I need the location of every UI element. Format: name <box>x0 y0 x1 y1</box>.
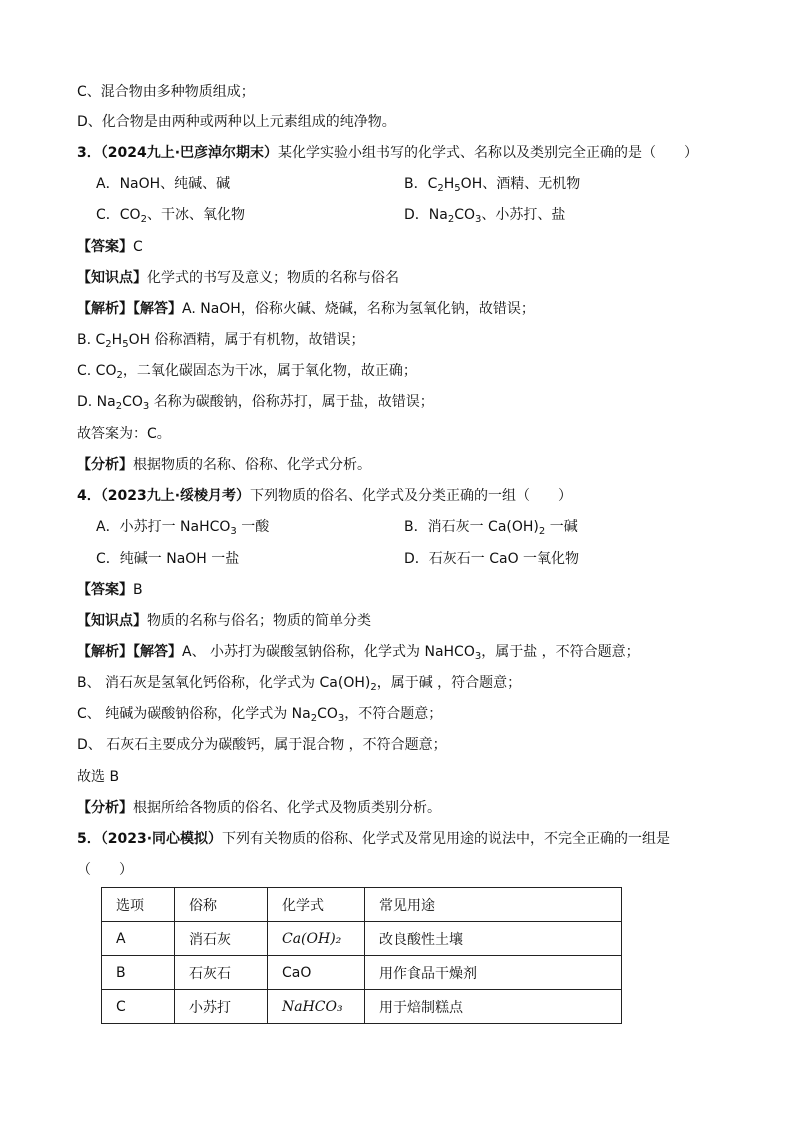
q4-knowledge-point: 【知识点】物质的名称与俗名；物质的简单分类 <box>77 613 371 629</box>
table-cell: 石灰石 <box>175 956 268 990</box>
option-c-prev: C、混合物由多种物质组成； <box>77 84 255 100</box>
q3-knowledge-point: 【知识点】化学式的书写及意义；物质的名称与俗名 <box>77 270 399 286</box>
table-header: 化学式 <box>268 888 365 922</box>
q4-option-a: A．小苏打一 NaHCO$_3$ 一酸 <box>96 519 270 537</box>
table-header-row <box>102 888 622 922</box>
question-number: 3． <box>77 145 101 161</box>
q4-analysis-4: D、 石灰石主要成分为碳酸钙，属于混合物 ，不符合题意； <box>77 737 447 753</box>
q3-option-d: D．$Na_2CO_3$、小苏打、盐 <box>404 207 566 225</box>
table-cell: Ca(OH)₂ <box>268 922 365 956</box>
table-cell: CaO <box>268 956 365 990</box>
q4-analysis-3: C、 纯碱为碳酸钠俗称，化学式为 $Na_2CO_3$，不符合题意； <box>77 706 443 724</box>
q3-final-answer: 故答案为：C。 <box>77 426 171 442</box>
table-row <box>102 956 622 990</box>
question-4: 4．（2023九上·绥棱月考）下列物质的俗名、化学式及分类正确的一组（ ） <box>77 488 573 504</box>
q3-option-c: C．$CO_2$、干冰、氧化物 <box>96 207 245 225</box>
table-cell: 小苏打 <box>175 990 268 1024</box>
q3-analysis-3: C. $CO_2$，二氧化碳固态为干冰，属于氧化物，故正确； <box>77 363 417 381</box>
q4-summary: 【分析】根据所给各物质的俗名、化学式及物质类别分析。 <box>77 800 441 816</box>
q3-analysis-2: B. $C_2H_5OH$ 俗称酒精，属于有机物，故错误； <box>77 332 365 350</box>
table-header: 选项 <box>102 888 175 922</box>
q4-answer: 【答案】B <box>77 582 143 598</box>
q3-analysis-4: D. $Na_2CO_3$ 名称为碳酸钠，俗称苏打，属于盐，故错误； <box>77 394 434 412</box>
question-3 <box>77 143 698 163</box>
q3-analysis-1: 【解析】【解答】A. NaOH，俗称火碱、烧碱，名称为氢氧化钠，故错误； <box>77 301 535 317</box>
table-cell: 用于焙制糕点 <box>365 990 622 1024</box>
table-cell: 改良酸性土壤 <box>365 922 622 956</box>
table-row <box>102 990 622 1024</box>
table-cell: A <box>102 922 175 956</box>
q4-option-d: D．石灰石一 CaO 一氧化物 <box>404 551 580 567</box>
table-cell: 用作食品干燥剂 <box>365 956 622 990</box>
question-text: 某化学实验小组书写的化学式、名称以及类别完全正确的是（ ） <box>278 145 699 161</box>
q3-option-b: B．$C_2H_5OH$、酒精、无机物 <box>404 176 581 194</box>
q4-analysis-1: 【解析】【解答】A、 小苏打为碳酸氢钠俗称，化学式为 NaHCO$_3$，属于盐 ，不符合题意； <box>77 644 640 662</box>
table-cell: 消石灰 <box>175 922 268 956</box>
question-source: （2024九上·巴彦淖尔期末） <box>100 145 279 161</box>
table-header: 常见用途 <box>365 888 622 922</box>
q4-analysis-2: B、 消石灰是氢氧化钙俗称，化学式为 $Ca(OH)_2$，属于碱 ，符合题意； <box>77 675 522 693</box>
q3-summary: 【分析】根据物质的名称、俗称、化学式分析。 <box>77 457 371 473</box>
table-header: 俗称 <box>175 888 268 922</box>
question-5-paren: （ ） <box>77 862 133 878</box>
q3-answer: 【答案】C <box>77 239 143 255</box>
q3-option-a: A．NaOH、纯碱、碱 <box>96 176 231 192</box>
table-row <box>102 922 622 956</box>
table-cell: B <box>102 956 175 990</box>
q4-option-b: B．消石灰一 $Ca(OH)_2$ 一碱 <box>404 519 578 537</box>
option-d-prev: D、化合物是由两种或两种以上元素组成的纯净物。 <box>77 114 396 130</box>
q4-option-c: C．纯碱一 NaOH 一盐 <box>96 551 240 567</box>
table-cell: NaHCO₃ <box>268 990 365 1024</box>
q4-final-answer: 故选 B <box>77 769 120 785</box>
table-cell: C <box>102 990 175 1024</box>
answer-table <box>101 887 622 1024</box>
question-5: 5．（2023·同心模拟）下列有关物质的俗称、化学式及常见用途的说法中，不完全正确的一组是 <box>77 831 671 847</box>
